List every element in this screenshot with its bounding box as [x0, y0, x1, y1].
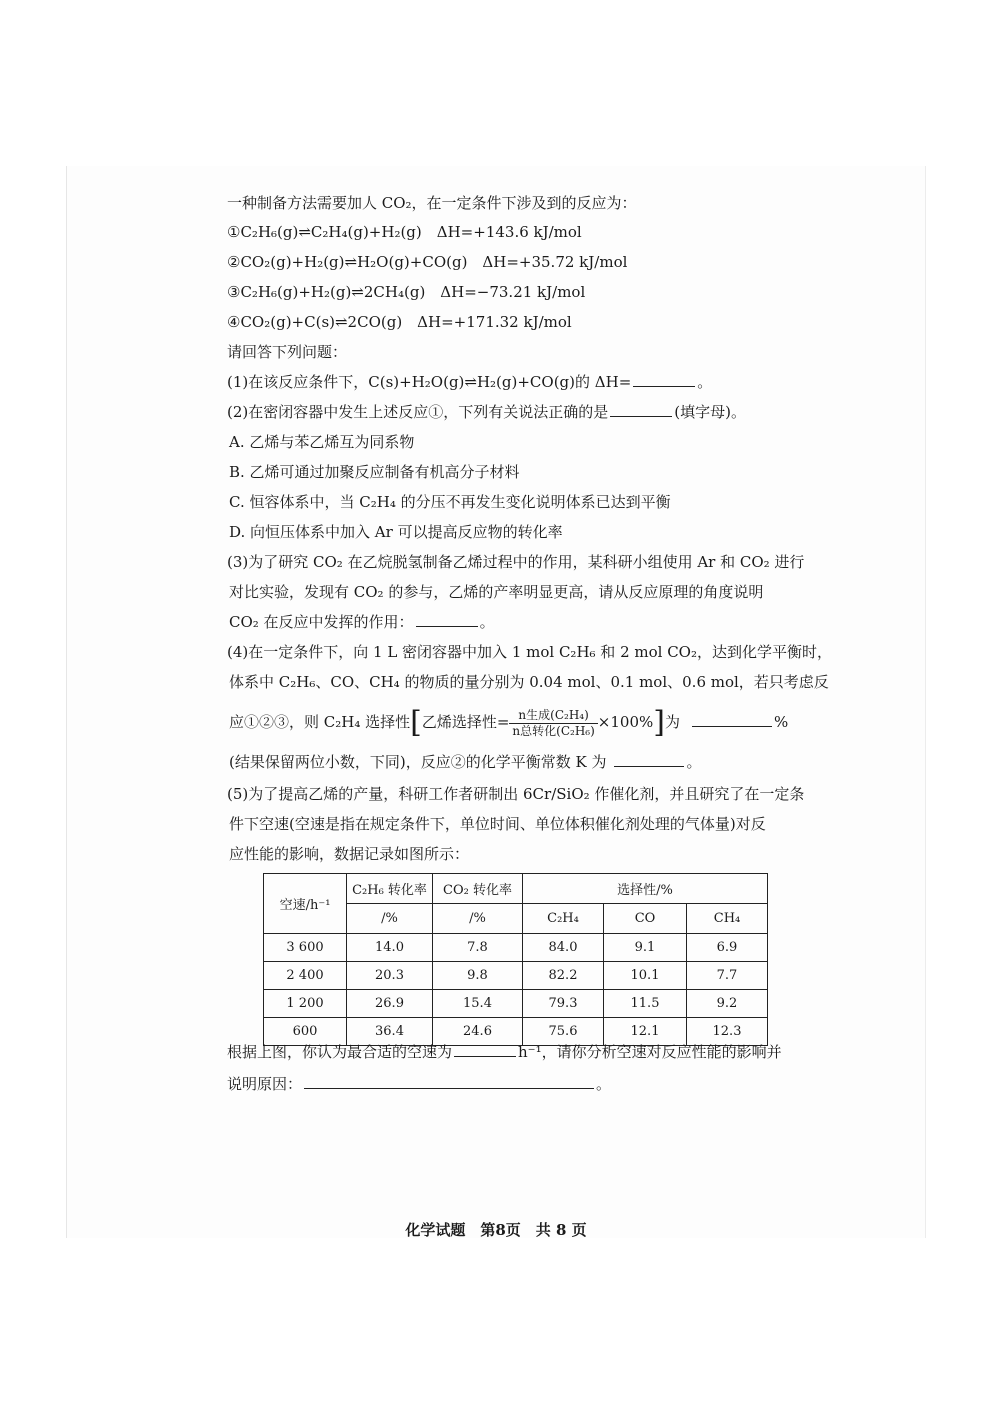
option-d: D. 向恒压体系中加入 Ar 可以提高反应物的转化率: [229, 523, 563, 541]
table-cell: 75.6: [523, 1018, 604, 1046]
reaction-4: ④CO₂(g)+C(s)⇌2CO(g) ΔH=+171.32 kJ/mol: [227, 313, 572, 331]
question-1: [227, 372, 712, 392]
question-4-line-1: (4)在一定条件下，向 1 L 密闭容器中加入 1 mol C₂H₆ 和 2 mol CO₂，达到化学平衡时，: [227, 643, 832, 661]
table-row: [264, 990, 768, 1018]
table-cell: 15.4: [433, 990, 523, 1018]
option-a: A. 乙烯与苯乙烯互为同系物: [229, 433, 415, 451]
question-5-line-3: 应性能的影响，数据记录如图所示：: [229, 845, 470, 863]
question-4-k-text: (结果保留两位小数，下同)，反应②的化学平衡常数 K 为: [229, 753, 607, 771]
table-cell: 1 200: [264, 990, 347, 1018]
table-cell: 36.4: [347, 1018, 433, 1046]
fraction-numerator: n生成(C₂H₄): [509, 708, 597, 724]
table-cell: 12.3: [687, 1018, 768, 1046]
page-footer: 化学试题 第8页 共 8 页: [405, 1221, 587, 1239]
question-3-end: 。: [479, 613, 495, 631]
question-4-line-4: [229, 752, 701, 772]
question-4-line-2: 体系中 C₂H₆、CO、CH₄ 的物质的量分别为 0.04 mol、0.1 mol、0.6 mol，若只考虑反: [229, 673, 829, 691]
header-c2h6-conversion: C₂H₆ 转化率: [347, 874, 433, 904]
question-5-line-1: (5)为了提高乙烯的产量，科研工作者研制出 6Cr/SiO₂ 作催化剂，并且研究了在一定条: [227, 785, 805, 803]
table-cell: 2 400: [264, 962, 347, 990]
fraction-denominator: n总转化(C₂H₆): [512, 723, 595, 738]
table-cell: 12.1: [604, 1018, 687, 1046]
header-percent: /%: [433, 904, 523, 934]
table-cell: 11.5: [604, 990, 687, 1018]
question-3-line-1: (3)为了研究 CO₂ 在乙烷脱氢制备乙烯过程中的作用，某科研小组使用 Ar 和 CO₂ 进行: [227, 553, 805, 571]
selectivity-fraction: [509, 708, 597, 739]
reason-label: 说明原因：: [227, 1075, 303, 1093]
header-co: CO: [604, 904, 687, 934]
selectivity-label: 乙烯选择性=: [421, 713, 510, 731]
question-4-line-3: 应①②③，则 C₂H₄ 选择性[乙烯选择性= $\frac{\text{n生成(C₂H₄)}}{\text{n总转化(C₂H₆)}}$ ×100%]为 %: [229, 705, 789, 740]
table-cell: 82.2: [523, 962, 604, 990]
table-cell: 3 600: [264, 934, 347, 962]
answer-blank-1[interactable]: [633, 372, 695, 387]
table-cell: 6.9: [687, 934, 768, 962]
reaction-3: ③C₂H₆(g)+H₂(g)⇌2CH₄(g) ΔH=−73.21 kJ/mol: [227, 283, 586, 301]
table-cell: 9.8: [433, 962, 523, 990]
table-cell: 9.1: [604, 934, 687, 962]
table-row: [264, 962, 768, 990]
table-cell: 14.0: [347, 934, 433, 962]
table-cell: 7.8: [433, 934, 523, 962]
answer-blank-4b[interactable]: [614, 752, 684, 767]
reaction-1: ①C₂H₆(g)⇌C₂H₄(g)+H₂(g) ΔH=+143.6 kJ/mol: [227, 223, 582, 241]
question-5-line-2: 件下空速(空速是指在规定条件下，单位时间、单位体积催化剂处理的气体量)对反: [229, 815, 766, 833]
after-table-text-2: h⁻¹，请你分析空速对反应性能的影响并: [518, 1043, 782, 1061]
table-cell: 10.1: [604, 962, 687, 990]
header-percent: /%: [347, 904, 433, 934]
data-table: [263, 873, 768, 1046]
table-cell: 84.0: [523, 934, 604, 962]
question-2: [227, 402, 746, 422]
table-cell: 79.3: [523, 990, 604, 1018]
reaction-2: ②CO₂(g)+H₂(g)⇌H₂O(g)+CO(g) ΔH=+35.72 kJ/mol: [227, 253, 628, 271]
intro-text: 一种制备方法需要加人 CO₂，在一定条件下涉及到的反应为：: [227, 194, 637, 212]
question-3-text: CO₂ 在反应中发挥的作用：: [229, 613, 414, 631]
times-100: ×100%: [597, 713, 654, 731]
table-cell: 24.6: [433, 1018, 523, 1046]
question-2-end: (填字母)。: [674, 403, 746, 421]
after-table-text: 根据上图，你认为最合适的空速为: [227, 1043, 453, 1061]
header-c2h4: C₂H₄: [523, 904, 604, 934]
table-cell: 7.7: [687, 962, 768, 990]
question-1-end: 。: [697, 373, 713, 391]
question-3-line-2: 对比实验，发现有 CO₂ 的参与，乙烯的产率明显更高，请从反应原理的角度说明: [229, 583, 764, 601]
option-b: B. 乙烯可通过加聚反应制备有机高分子材料: [229, 463, 520, 481]
answer-blank-2[interactable]: [610, 402, 672, 417]
after-table-line-1: [227, 1042, 782, 1062]
table-cell: 20.3: [347, 962, 433, 990]
answer-blank-4a[interactable]: [692, 712, 772, 727]
question-2-text: (2)在密闭容器中发生上述反应①，下列有关说法正确的是: [227, 403, 609, 421]
header-space-velocity: 空速/h⁻¹: [264, 874, 347, 934]
after-table-end: 。: [596, 1075, 612, 1093]
header-selectivity: 选择性/%: [523, 874, 768, 904]
question-4-end: 。: [686, 753, 702, 771]
header-ch4: CH₄: [687, 904, 768, 934]
option-c: C. 恒容体系中，当 C₂H₄ 的分压不再发生变化说明体系已达到平衡: [229, 493, 671, 511]
table-row: [264, 934, 768, 962]
after-table-line-2: [227, 1074, 611, 1094]
answer-blank-5b[interactable]: [304, 1074, 594, 1089]
percent-unit: %: [773, 713, 789, 731]
question-4-wei: 为: [664, 713, 680, 731]
answer-blank-5a[interactable]: [454, 1042, 516, 1057]
question-1-text: (1)在该反应条件下，C(s)+H₂O(g)⇌H₂(g)+CO(g)的 ΔH=: [227, 373, 632, 391]
question-4-text: 应①②③，则 C₂H₄ 选择性: [229, 713, 411, 731]
table-cell: 26.9: [347, 990, 433, 1018]
question-3-line-3: [229, 612, 495, 632]
question-prompt: 请回答下列问题：: [227, 343, 348, 361]
table-cell: 9.2: [687, 990, 768, 1018]
answer-blank-3[interactable]: [416, 612, 478, 627]
header-co2-conversion: CO₂ 转化率: [433, 874, 523, 904]
table-cell: 600: [264, 1018, 347, 1046]
